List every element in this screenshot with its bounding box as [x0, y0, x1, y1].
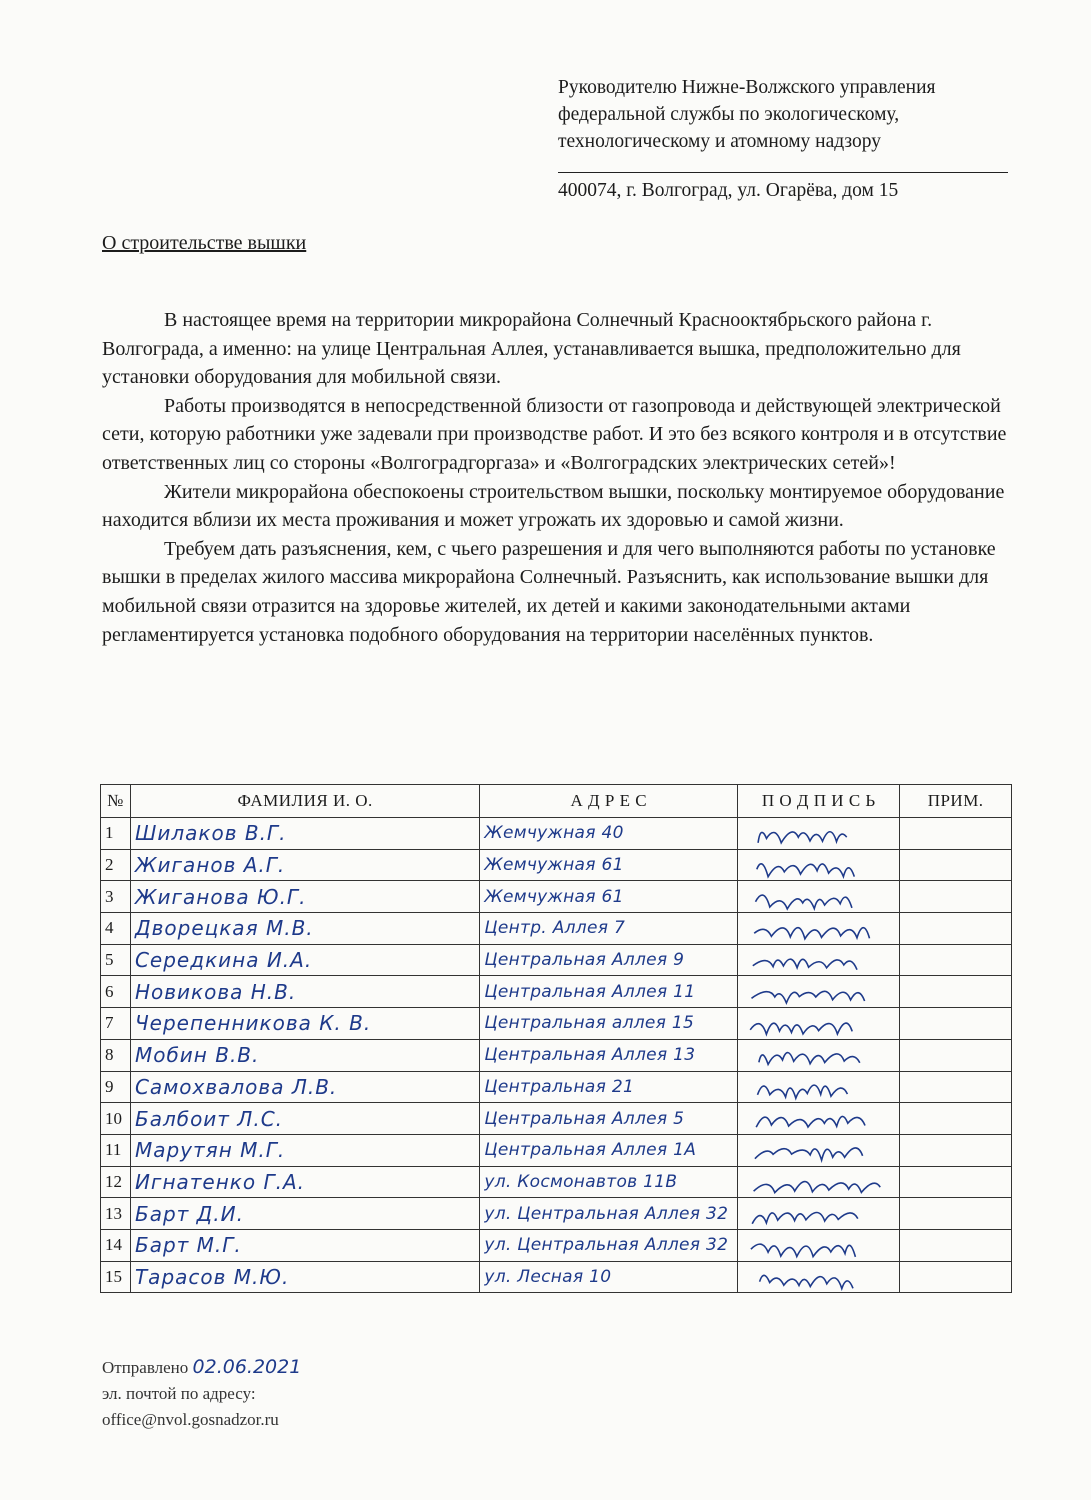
- letter-subject: О строительстве вышки: [102, 232, 307, 254]
- row-signature: [738, 1071, 900, 1103]
- body-paragraph-3: Жители микрорайона обеспокоены строительством вышки, поскольку монтируемое оборудование находится вблизи их места проживания и может угрожать их здоровью и самой жизни.: [102, 480, 1005, 532]
- table-row: [101, 881, 1012, 913]
- row-signature: [738, 1198, 900, 1230]
- table-row: [101, 818, 1012, 850]
- table-row: [101, 944, 1012, 976]
- addressee-line-2: федеральной службы по экологическому,: [558, 104, 900, 125]
- signature-table: [100, 784, 1012, 1293]
- signature-scribble: [742, 1009, 892, 1037]
- sent-date: 02.06.2021: [192, 1356, 302, 1378]
- row-signature: [738, 1261, 900, 1293]
- signature-scribble: [742, 946, 892, 974]
- signature-table-header: [101, 785, 1012, 818]
- row-address: ул. Космонавтов 11В: [480, 1166, 738, 1198]
- row-number: 6: [101, 976, 131, 1008]
- row-address: Жемчужная 40: [480, 818, 738, 850]
- row-note: [900, 1103, 1012, 1135]
- header-signature: П О Д П И С Ь: [738, 785, 900, 818]
- table-row: [101, 1008, 1012, 1040]
- row-note: [900, 1039, 1012, 1071]
- row-address: Центральная Аллея 9: [480, 944, 738, 976]
- row-address: Жемчужная 61: [480, 849, 738, 881]
- row-address: Центральная Аллея 11: [480, 976, 738, 1008]
- row-number: 15: [101, 1261, 131, 1293]
- addressee-block: [558, 74, 1018, 204]
- addressee-divider: [558, 172, 1008, 173]
- row-note: [900, 1229, 1012, 1261]
- row-name: Барт М.Г.: [130, 1229, 479, 1261]
- row-name: Марутян М.Г.: [130, 1134, 479, 1166]
- row-signature: [738, 818, 900, 850]
- row-number: 8: [101, 1039, 131, 1071]
- row-name: Игнатенко Г.А.: [130, 1166, 479, 1198]
- row-name: Дворецкая М.В.: [130, 913, 479, 945]
- row-note: [900, 976, 1012, 1008]
- row-name: Черепенникова К. В.: [130, 1008, 479, 1040]
- row-note: [900, 1166, 1012, 1198]
- signature-scribble: [742, 978, 892, 1006]
- table-row: [101, 1134, 1012, 1166]
- signature-scribble: [742, 1041, 892, 1069]
- row-address: ул. Центральная Аллея 32: [480, 1198, 738, 1230]
- row-name: Жиганова Ю.Г.: [130, 881, 479, 913]
- table-row: [101, 849, 1012, 881]
- row-note: [900, 1071, 1012, 1103]
- table-row: [101, 1166, 1012, 1198]
- signature-scribble: [742, 851, 892, 879]
- signature-scribble: [742, 1231, 892, 1259]
- header-note: ПРИМ.: [900, 785, 1012, 818]
- row-signature: [738, 1008, 900, 1040]
- row-address: Центральная 21: [480, 1071, 738, 1103]
- header-number: №: [101, 785, 131, 818]
- row-number: 1: [101, 818, 131, 850]
- row-note: [900, 849, 1012, 881]
- table-row: [101, 976, 1012, 1008]
- row-signature: [738, 1229, 900, 1261]
- row-address: Центральная Аллея 5: [480, 1103, 738, 1135]
- row-address: Центральная Аллея 1А: [480, 1134, 738, 1166]
- row-signature: [738, 913, 900, 945]
- row-name: Середкина И.А.: [130, 944, 479, 976]
- row-name: Самохвалова Л.В.: [130, 1071, 479, 1103]
- signature-scribble: [742, 914, 892, 942]
- table-row: [101, 1039, 1012, 1071]
- letter-body: [102, 306, 1032, 649]
- body-paragraph-1: В настоящее время на территории микрорайона Солнечный Краснооктябрьского района г. Волгограда, а именно: на улице Центральная Аллея, устанавливается вышка, предположительно для установки оборудования для мобильной связи.: [102, 309, 961, 389]
- row-address: Жемчужная 61: [480, 881, 738, 913]
- email-address: office@nvol.gosnadzor.ru: [102, 1410, 279, 1429]
- row-name: Новикова Н.В.: [130, 976, 479, 1008]
- signature-scribble: [742, 1073, 892, 1101]
- table-row: [101, 913, 1012, 945]
- row-signature: [738, 944, 900, 976]
- row-number: 2: [101, 849, 131, 881]
- row-address: Центр. Аллея 7: [480, 913, 738, 945]
- body-paragraph-4: Требуем дать разъяснения, кем, с чьего разрешения и для чего выполняются работы по установке вышки в пределах жилого массива микрорайона Солнечный. Разъяснить, как использование вышки для мобильной связи отразится на здоровье жителей, их детей и какими законодательными актами регламентируется установка подобного оборудования на территории населённых пунктов.: [102, 537, 996, 646]
- row-signature: [738, 1039, 900, 1071]
- row-number: 3: [101, 881, 131, 913]
- signature-scribble: [742, 1168, 892, 1196]
- row-note: [900, 1134, 1012, 1166]
- row-name: Мобин В.В.: [130, 1039, 479, 1071]
- signature-scribble: [742, 1200, 892, 1228]
- addressee-line-1: Руководителю Нижне-Волжского управления: [558, 77, 936, 98]
- row-signature: [738, 849, 900, 881]
- email-label: эл. почтой по адресу:: [102, 1384, 256, 1403]
- row-note: [900, 913, 1012, 945]
- row-signature: [738, 976, 900, 1008]
- body-paragraph-2: Работы производятся в непосредственной близости от газопровода и действующей электрической сети, которую работники уже задевали при производстве работ. И это без всякого контроля и в отсутствие ответственных лиц со стороны «Волгоградгоргаза» и «Волгоградских электрических сетей»!: [102, 394, 1007, 474]
- row-number: 12: [101, 1166, 131, 1198]
- row-note: [900, 881, 1012, 913]
- row-number: 10: [101, 1103, 131, 1135]
- table-row: [101, 1229, 1012, 1261]
- row-address: ул. Центральная Аллея 32: [480, 1229, 738, 1261]
- signature-scribble: [742, 819, 892, 847]
- row-number: 4: [101, 913, 131, 945]
- row-signature: [738, 1166, 900, 1198]
- row-name: Барт Д.И.: [130, 1198, 479, 1230]
- row-signature: [738, 1103, 900, 1135]
- signature-scribble: [742, 883, 892, 911]
- row-signature: [738, 1134, 900, 1166]
- signature-scribble: [742, 1136, 892, 1164]
- table-row: [101, 1103, 1012, 1135]
- table-row: [101, 1071, 1012, 1103]
- row-name: Жиганов А.Г.: [130, 849, 479, 881]
- row-number: 13: [101, 1198, 131, 1230]
- row-number: 14: [101, 1229, 131, 1261]
- sent-note: [102, 1354, 301, 1433]
- row-signature: [738, 881, 900, 913]
- header-address: А Д Р Е С: [480, 785, 738, 818]
- addressee-line-3: технологическому и атомному надзору: [558, 131, 881, 152]
- signature-scribble: [742, 1105, 892, 1133]
- header-name: ФАМИЛИЯ И. О.: [130, 785, 479, 818]
- row-note: [900, 1261, 1012, 1293]
- sent-label: Отправлено: [102, 1358, 189, 1377]
- row-number: 5: [101, 944, 131, 976]
- signature-scribble: [742, 1263, 892, 1291]
- row-address: Центральная аллея 15: [480, 1008, 738, 1040]
- row-number: 9: [101, 1071, 131, 1103]
- row-number: 11: [101, 1134, 131, 1166]
- table-row: [101, 1198, 1012, 1230]
- row-name: Шилаков В.Г.: [130, 818, 479, 850]
- addressee-postal-address: 400074, г. Волгоград, ул. Огарёва, дом 15: [558, 180, 899, 201]
- row-note: [900, 818, 1012, 850]
- row-number: 7: [101, 1008, 131, 1040]
- table-row: [101, 1261, 1012, 1293]
- row-note: [900, 1008, 1012, 1040]
- row-address: ул. Лесная 10: [480, 1261, 738, 1293]
- row-name: Тарасов М.Ю.: [130, 1261, 479, 1293]
- row-note: [900, 944, 1012, 976]
- row-note: [900, 1198, 1012, 1230]
- row-address: Центральная Аллея 13: [480, 1039, 738, 1071]
- row-name: Балбоит Л.С.: [130, 1103, 479, 1135]
